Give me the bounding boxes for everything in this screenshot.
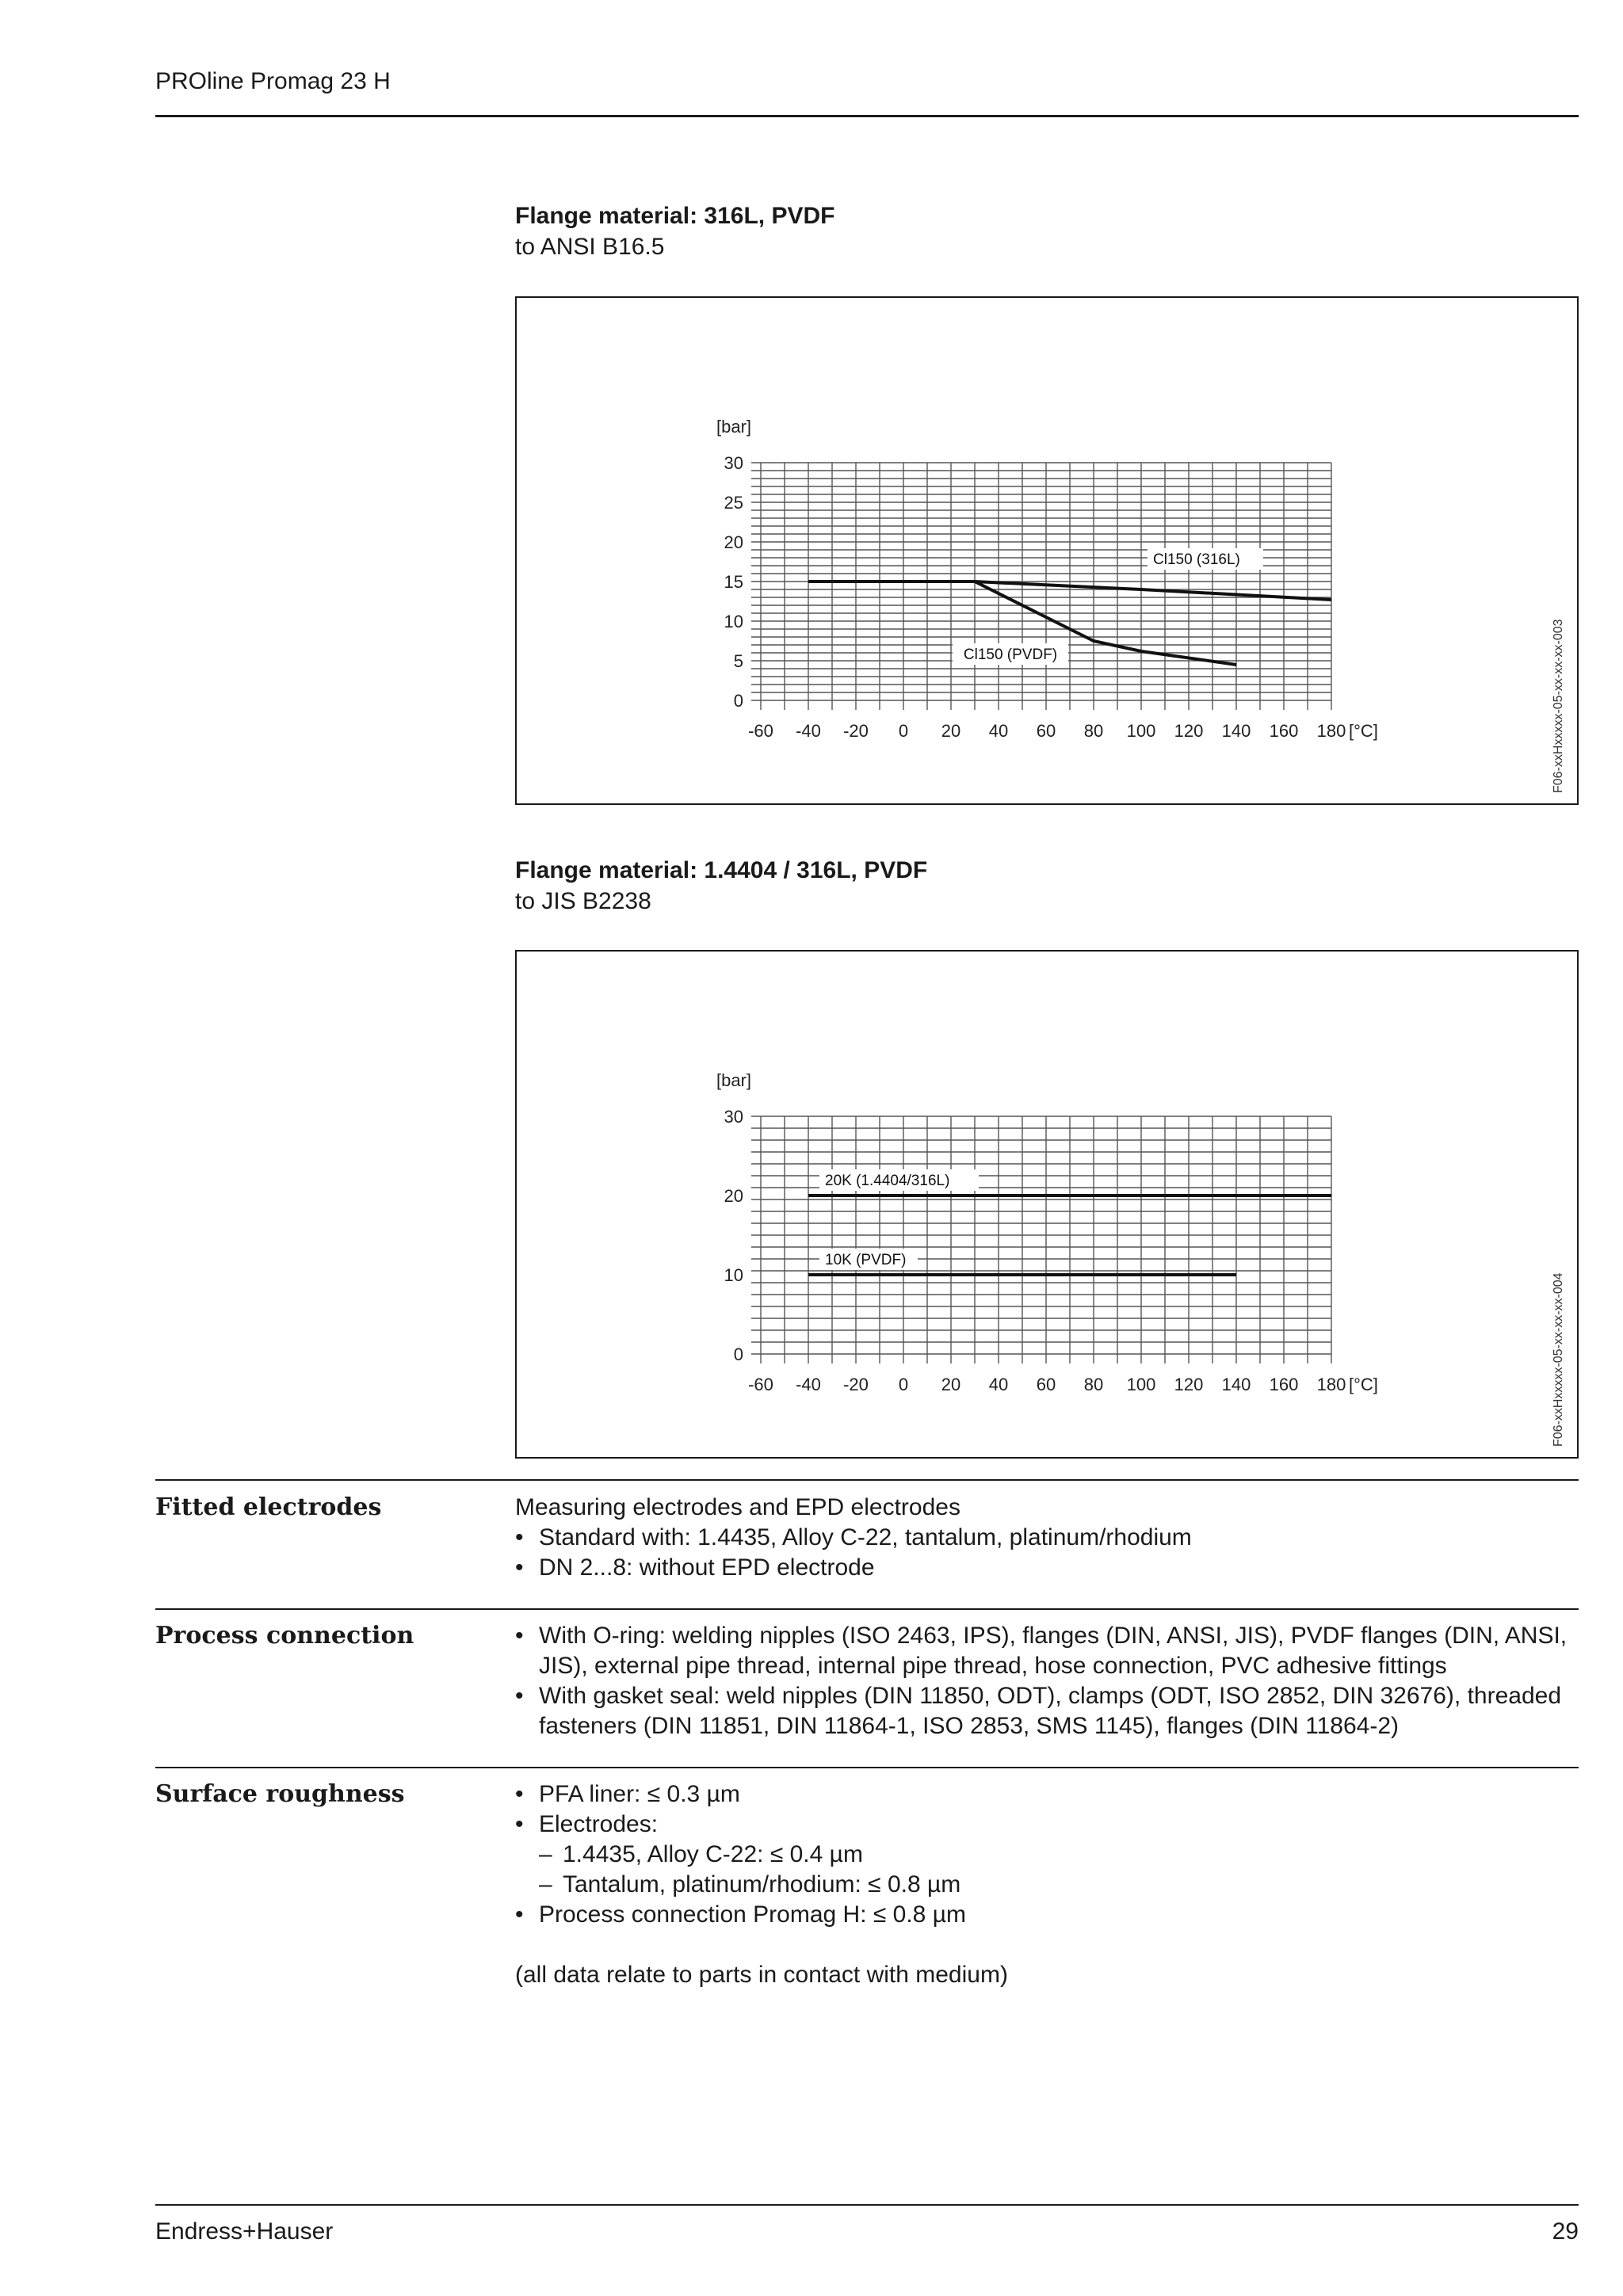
figure1-frame [515, 296, 1579, 805]
row-body-process-connection [515, 1621, 1577, 1741]
y-tick-label: 30 [724, 453, 743, 473]
row-subitem: – 1.4435, Alloy C-22: ≤ 0.4 µm [515, 1840, 1577, 1870]
y-axis-unit-label: [bar] [716, 417, 752, 437]
row-body-fitted-electrodes [515, 1493, 1577, 1583]
pressure-temperature-chart-ansi [517, 298, 1577, 803]
x-tick-label: -20 [843, 1375, 869, 1394]
series-label: Cl150 (PVDF) [963, 646, 1058, 663]
row-divider-1 [155, 1479, 1579, 1481]
row-bullet: • Standard with: 1.4435, Alloy C-22, tantalum, platinum/rhodium [515, 1523, 1577, 1553]
x-tick-label: 120 [1174, 721, 1204, 741]
row-label-surface-roughness: Surface roughness [155, 1780, 405, 1808]
footer-brand: Endress+Hauser [155, 2218, 334, 2245]
row-subitem: – Tantalum, platinum/rhodium: ≤ 0.8 µm [515, 1870, 1577, 1900]
figure1-title: Flange material: 316L, PVDF [515, 203, 835, 229]
figure2-subtitle: to JIS B2238 [515, 888, 651, 914]
row-bullet: • DN 2...8: without EPD electrode [515, 1553, 1577, 1583]
x-tick-label: -40 [796, 721, 821, 741]
x-tick-label: 80 [1083, 1375, 1104, 1394]
x-tick-label: 140 [1221, 721, 1251, 741]
x-tick-label: 100 [1126, 1375, 1156, 1394]
x-tick-label: 0 [898, 1375, 909, 1394]
x-tick-label: 60 [1036, 1375, 1056, 1394]
x-tick-label: -60 [748, 1375, 773, 1394]
row-bullet: • With gasket seal: weld nipples (DIN 11850, ODT), clamps (ODT, ISO 2852, DIN 32676), threaded fasteners (DIN 11851, DIN 11864-1, ISO 2853, SMS 1145), flanges (DIN 11864-2) [515, 1681, 1577, 1741]
y-tick-label: 20 [724, 532, 743, 552]
row-body-surface-roughness [515, 1779, 1577, 1990]
y-tick-label: 20 [724, 1186, 743, 1206]
x-tick-label: 180 [1316, 1375, 1346, 1394]
row-bullet: • PFA liner: ≤ 0.3 µm [515, 1779, 1577, 1810]
row-label-process-connection: Process connection [155, 1622, 414, 1650]
figure2-title: Flange material: 1.4404 / 316L, PVDF [515, 857, 928, 883]
y-tick-label: 25 [724, 493, 743, 513]
x-tick-label: 20 [941, 721, 961, 741]
series-label: 20K (1.4404/316L) [825, 1173, 950, 1189]
y-tick-label: 5 [733, 651, 743, 671]
footer-rule [155, 2204, 1579, 2206]
page-header-title: PROline Promag 23 H [155, 68, 391, 94]
row-bullet: • Electrodes: [515, 1810, 1577, 1840]
x-tick-label: 180 [1316, 721, 1346, 741]
figure2-frame [515, 950, 1579, 1459]
x-tick-label: 160 [1269, 721, 1299, 741]
x-tick-label: 0 [898, 721, 909, 741]
x-tick-label: 140 [1221, 1375, 1251, 1394]
row-label-fitted-electrodes: Fitted electrodes [155, 1493, 382, 1521]
x-tick-label: -20 [843, 721, 869, 741]
x-tick-label: 120 [1174, 1375, 1204, 1394]
series-label: Cl150 (316L) [1153, 551, 1240, 568]
y-tick-label: 10 [724, 1265, 743, 1285]
x-tick-label: 40 [988, 1375, 1009, 1394]
x-axis-unit-label: [°C] [1349, 1375, 1378, 1394]
x-tick-label: 60 [1036, 721, 1056, 741]
y-tick-label: 10 [724, 612, 743, 631]
row-bullet: • Process connection Promag H: ≤ 0.8 µm [515, 1900, 1577, 1930]
y-tick-label: 30 [724, 1107, 743, 1127]
y-axis-unit-label: [bar] [716, 1070, 752, 1090]
row-spacer [515, 1930, 1577, 1960]
figure1-id: F06-xxHxxxxx-05-xx-xx-xx-003 [1552, 619, 1565, 793]
series-label: 10K (PVDF) [825, 1252, 907, 1268]
row-divider-3 [155, 1767, 1579, 1768]
figure1-subtitle: to ANSI B16.5 [515, 234, 665, 260]
y-tick-label: 15 [724, 572, 743, 592]
x-axis-unit-label: [°C] [1349, 721, 1378, 741]
y-tick-label: 0 [733, 691, 743, 711]
x-tick-label: 20 [941, 1375, 961, 1394]
figure2-id: F06-xxHxxxxx-05-xx-xx-xx-004 [1552, 1272, 1565, 1447]
row-note: (all data relate to parts in contact with medium) [515, 1962, 1008, 1988]
row-bullet: • With O-ring: welding nipples (ISO 2463, IPS), flanges (DIN, ANSI, JIS), PVDF flanges (DIN, ANSI, JIS), external pipe thread, internal pipe thread, hose connection, PVC adhesive fittings [515, 1621, 1577, 1681]
x-tick-label: 80 [1083, 721, 1104, 741]
pressure-temperature-chart-jis [517, 952, 1577, 1457]
x-tick-label: 160 [1269, 1375, 1299, 1394]
y-tick-label: 0 [733, 1344, 743, 1364]
x-tick-label: 100 [1126, 721, 1156, 741]
row-divider-2 [155, 1608, 1579, 1610]
x-tick-label: 40 [988, 721, 1009, 741]
x-tick-label: -40 [796, 1375, 821, 1394]
row-line: Measuring electrodes and EPD electrodes [515, 1494, 960, 1520]
header-rule [155, 115, 1579, 117]
x-tick-label: -60 [748, 721, 773, 741]
page-number: 29 [1552, 2218, 1579, 2245]
